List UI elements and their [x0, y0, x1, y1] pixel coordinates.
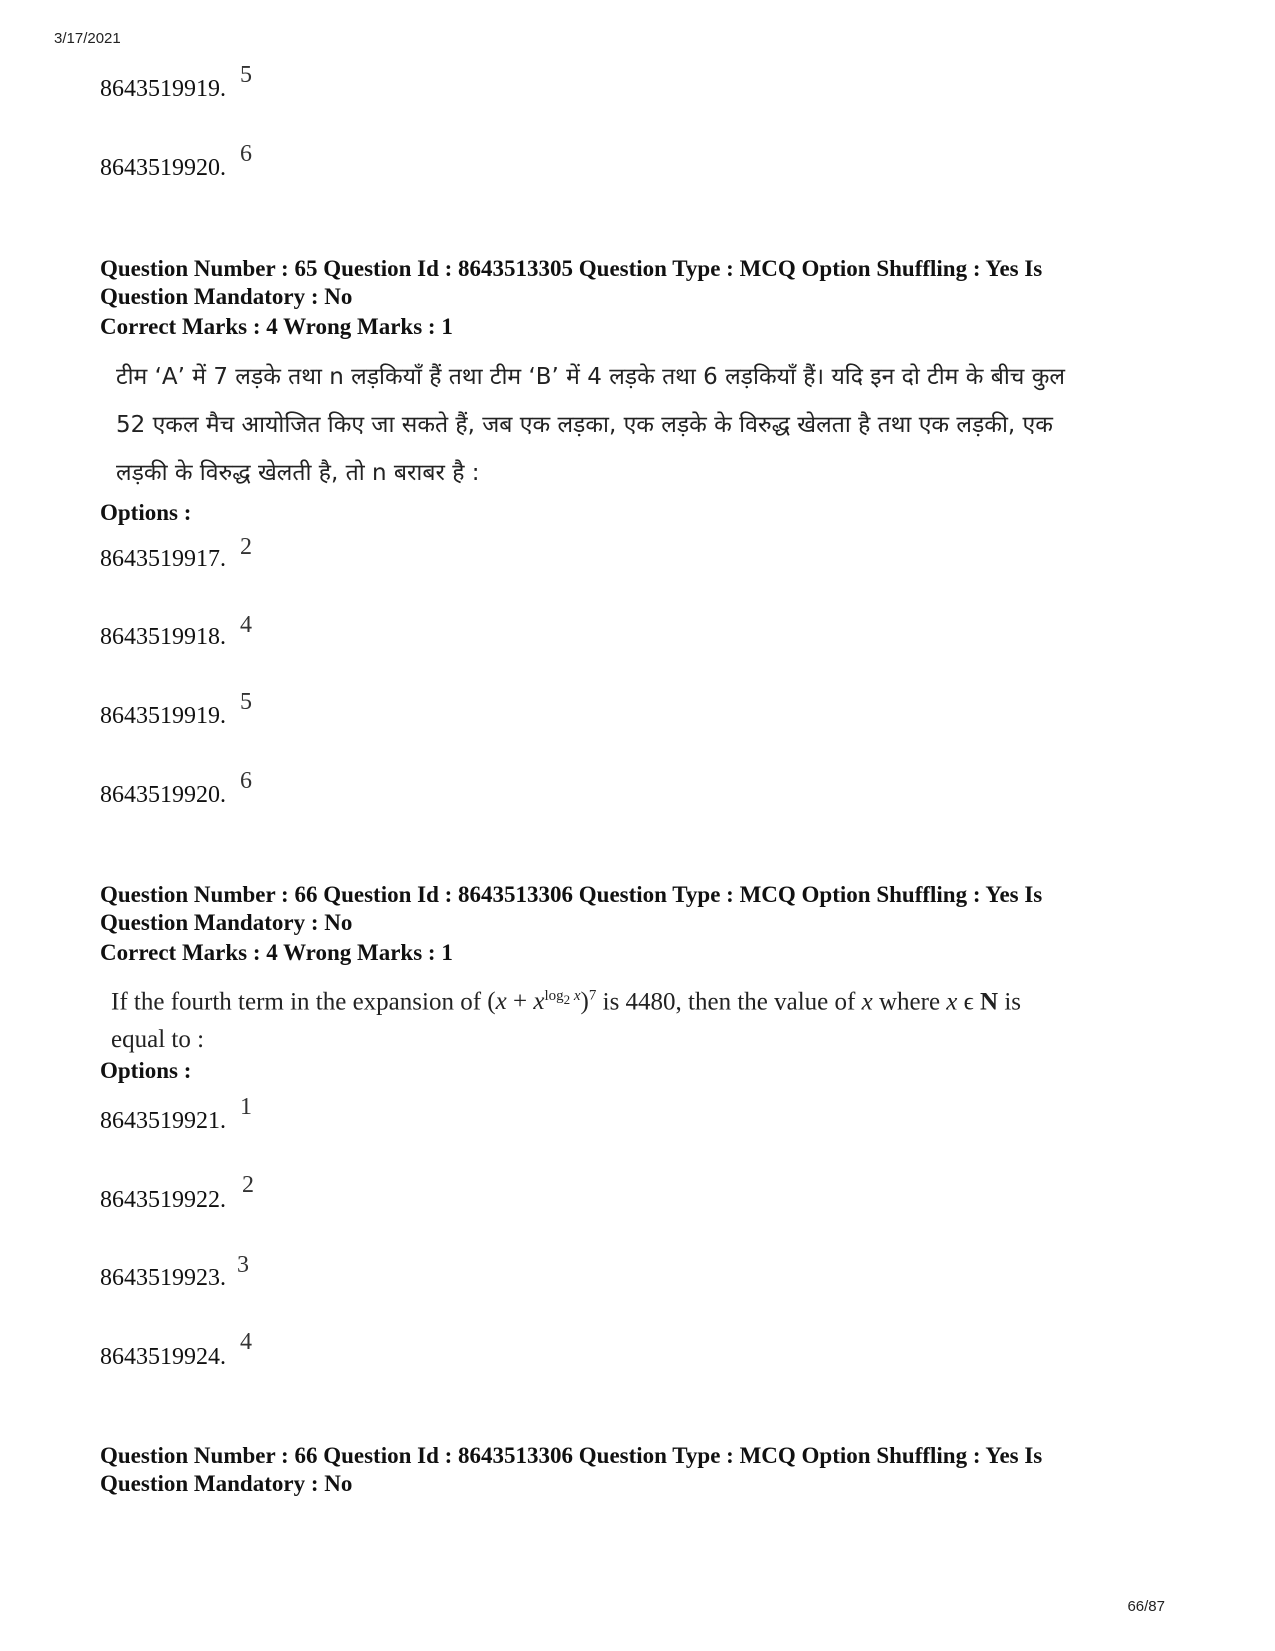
- question-header: [100, 255, 1180, 311]
- option-value: 6: [240, 141, 252, 167]
- option-value: 4: [240, 1329, 252, 1355]
- question-header-line1: Question Number : 66 Question Id : 8643513306 Question Type : MCQ Option Shuffling : Yes Is: [100, 882, 1043, 907]
- option-value: 6: [240, 768, 252, 794]
- page-number: 66/87: [1127, 1598, 1165, 1615]
- question-header-line1: Question Number : 65 Question Id : 8643513305 Question Type : MCQ Option Shuffling : Yes Is: [100, 256, 1043, 281]
- question-header-line1: Question Number : 66 Question Id : 8643513306 Question Type : MCQ Option Shuffling : Yes Is: [100, 1443, 1043, 1468]
- question-text-line1: If the fourth term in the expansion of $(x + x^{log_2 x})^7$ is 4480, then the value of x where x ϵ N is: [111, 988, 1022, 1016]
- option-id: 8643519920.: [100, 155, 226, 181]
- expression: $(x + x^{log_2 x})^7$: [487, 988, 597, 1016]
- option-id: 8643519924.: [100, 1344, 226, 1370]
- question-text: [116, 353, 1196, 497]
- question-header-line2: Question Mandatory : No: [100, 1471, 353, 1496]
- question-marks: Correct Marks : 4 Wrong Marks : 1: [100, 940, 453, 965]
- option-id: 8643519921.: [100, 1108, 226, 1134]
- option-value: 5: [240, 62, 252, 88]
- question-header-line2: Question Mandatory : No: [100, 284, 353, 309]
- print-date: 3/17/2021: [54, 30, 121, 47]
- question-text-line2: 52 एकल मैच आयोजित किए जा सकते हैं, जब एक लड़का, एक लड़के के विरुद्ध खेलता है तथा एक लड़की, एक: [116, 412, 1053, 438]
- option-id: 8643519922.: [100, 1187, 226, 1213]
- option-id: 8643519920.: [100, 782, 226, 808]
- option-value: 5: [240, 689, 252, 715]
- option-value: 4: [240, 612, 252, 638]
- question-header: [100, 881, 1180, 937]
- options-label: Options :: [100, 1058, 192, 1083]
- question-text-line1: टीम ‘A’ में 7 लड़के तथा n लड़कियाँ हैं तथा टीम ‘B’ में 4 लड़के तथा 6 लड़कियाँ हैं। यदि इन दो टीम के बीच कुल: [116, 364, 1065, 390]
- question-text-line2: equal to :: [111, 1026, 205, 1054]
- options-label: Options :: [100, 500, 192, 525]
- option-value: 2: [240, 534, 252, 560]
- option-value: 2: [242, 1172, 254, 1198]
- option-id: 8643519919.: [100, 703, 226, 729]
- option-id: 8643519923.: [100, 1265, 226, 1291]
- question-text-line3: लड़की के विरुद्ध खेलती है, तो n बराबर है :: [116, 460, 480, 486]
- question-header-line2: Question Mandatory : No: [100, 910, 353, 935]
- question-text: [111, 977, 1191, 1059]
- question-marks: Correct Marks : 4 Wrong Marks : 1: [100, 314, 453, 339]
- option-id: 8643519917.: [100, 546, 226, 572]
- option-id: 8643519919.: [100, 76, 226, 102]
- option-value: 3: [237, 1252, 249, 1278]
- option-id: 8643519918.: [100, 624, 226, 650]
- question-header: [100, 1442, 1180, 1498]
- option-value: 1: [240, 1094, 252, 1120]
